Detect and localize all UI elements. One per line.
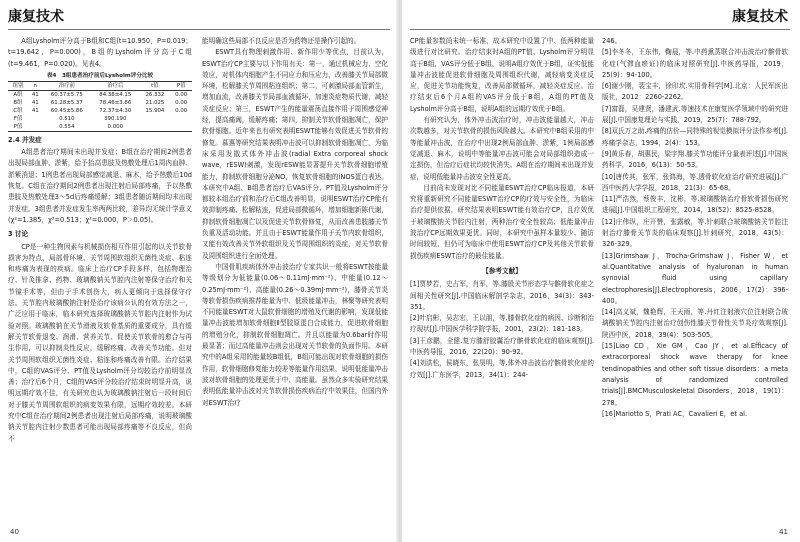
table-cell: A组	[13, 91, 23, 98]
body-paragraph: 中国骨肌疾病体外冲击波治疗专家共识一般将ESWT按能量等级划分为低能量(0.06～0.11mJ·mm⁻²)、中能量(0.12～0.25mJ·mm⁻²)、高能量(0.26～0.39mJ·mm⁻²)，膝骨关节炎等软骨损伤疾病推荐能量为中、低级能量冲击，林聚等研究表明不同能量ESWT对大鼠软骨细胞的增殖及代谢的影响，发现低能量冲击波能增加软骨细胞Ⅱ型胶原蛋白合成能力，促进软骨细胞的增殖分化，抑制软骨细胞凋亡。并且以能量为0.6bar时作用最显著；而过高能量冲击则会出现对关节软骨的负面作用。本研究中的A组采用的能量较B组低，B组可能出现对软骨细胞的损伤作用，软骨细胞修复能力较差等能量作用结果，说明低能量冲击波对软骨细胞的处理更优于中、高能量。虽然众多实验研究结果表明低能量冲击波对关节软骨损伤疾病治疗中效果佳，但国内外对ESWT治疗	[202, 262, 388, 407]
table-row	[8, 107, 192, 115]
table-cell: 390.190	[104, 115, 127, 122]
left-header-title: 康复技术	[8, 9, 64, 25]
page-number: 41	[779, 528, 788, 536]
table-cell: 84.38±4.15	[99, 91, 132, 98]
reference-item: [8]双氏万之助.疼痛的估价—同特殊的视觉模拟评分法作参考[J].疼痛学杂志，1994，2(4)：153。	[602, 127, 788, 147]
table-cell: 78.46±3.86	[99, 99, 132, 106]
table-4-header: 治疗前	[58, 82, 75, 89]
table-row	[8, 123, 192, 132]
left-page	[0, 0, 398, 542]
table-cell: 61.28±5.37	[50, 99, 83, 106]
table-cell	[28, 115, 43, 123]
section-heading: 2.4 并发症	[8, 135, 42, 144]
table-cell: 26.332	[145, 91, 165, 98]
table-row	[8, 99, 192, 107]
table-cell	[140, 123, 171, 132]
left-column-2	[202, 36, 388, 506]
body-paragraph: CP是一种生物因素与机械损伤相互作用引起的以关节软骨损害为特点，局部骨环境、关节周围软组织无菌性炎症、粘连和疼痛为表现的疾病。临床上治疗CP手段多样，包括物理治疗、针灸推拿、药物、玻璃酸钠关节腔内注射等保守治疗和关节镜手术等，但由于手术创伤大，病人更倾向于选择保守疗法。关节腔内玻璃酸钠注射是治疗该病公认的有效方法之一，广泛应用于临床，临本研究选择玻璃酸钠关节腔内注射作为试验对照。玻璃酸钠在关节滑液及软骨基质的重要成分，具有缓解关节软骨退变、润滑、营养关节、促使关节软骨的愈合与再生作用，可以抑制炎性反应，缓解疼痛、改善关节功能。但对关节周围软组织无菌性炎症、粘连和疼痛改善有限。治疗结果中，C组的VAS评分、PT值及Lysholm评分均较治疗前明显改善；治疗后6个月，C组的VAS评分较治疗结束时明显升高，说明远期疗效不佳，有关研究也认为玻璃酸钠注射后一段时间后对于膝关节周围软组织的病变效果有限，远期疗效较差。本研究中C组在治疗期间2例患者出现注射后局部疼痛，说明玻璃酸钠关节腔内注射少数患者可能出现局部疼痛等不良反应，但尚不	[8, 242, 192, 443]
table-cell: 41	[31, 99, 39, 106]
references-heading: 【参考文献】	[482, 266, 522, 275]
table-cell: 0.000	[107, 123, 123, 130]
table-cell: B组	[13, 99, 23, 106]
table-4	[8, 72, 192, 132]
reference-item: [3]王彦鹏，全健.复方膝舒胶囊治疗髌骨软化症的临床观察[J].中医药导报，2016，22(20)：90-92。	[410, 336, 594, 357]
table-4-header: P值	[176, 82, 186, 89]
reference-item: [9]黄乐春，胡惠民，梁宇翔.膝关节功能评分量表评述[J].中国医药科学，2016，6(13)：50-53。	[602, 149, 788, 170]
table-4-header: t值	[151, 82, 159, 89]
table-4-header: n	[33, 82, 37, 89]
reference-item: [2]叶启彬，吴志宏，王以朋，等.膝骨软化症的病因、诊断和治疗现状[J].中国医学科学院学报，2001，23(2)：181-183。	[410, 314, 594, 334]
table-4-caption: 表4 3组患者治疗前后Lysholm评分比较	[46, 72, 154, 79]
table-4-header: 治疗后	[107, 82, 124, 89]
table-cell: 60.45±5.86	[50, 107, 83, 114]
reference-item: [1]贾梦若，史占军，肖军，等.膝股关节形态学与髌骨软化症之间相关性研究[J].中国临床解剖学杂志，2016，34(3)：343-351。	[410, 280, 594, 311]
table-cell: 0.510	[59, 115, 75, 122]
table-cell	[140, 115, 171, 123]
table-cell: 0.554	[59, 123, 75, 130]
reference-item: [4]刘洪松，侯晓东，张昊明，等.体外冲击波治疗髌骨软化症的疗效[J].广东医学，2013，34(1)：244-	[410, 359, 594, 379]
body-paragraph: 目前尚未发现对比不同能量ESWT治疗CP临床报道，本研究将重新研究不同能量ESWT治疗CP的疗效与安全性，为临床治疗提供依据，研究结果表明ESWT能有效治疗CP，且疗效优于玻璃酸钠关节腔内注射，两种治疗安全性较高；低能量冲击波治疗CP远期效果更优。同时，本研究中虽样本量较少、随访时间较短，但仍可为临床中使用ESWT治疗CP及其他关节软骨损伤疾病ESWT治疗的最佳能量。	[410, 183, 594, 260]
reference-item: 246。	[602, 37, 622, 45]
reference-item: [10]唐传其，张军，张鸿海，等.透骨软化症治疗研究进展[J].广西中医药大学学报，2018，21(3)：65-68。	[602, 172, 788, 192]
reference-item: [11]严浩然，蔡俊丰，沈彬，等.玻璃酸钠治疗骨软骨损伤研究进展[J].中国组织工程研究，2014，18(52)：8525-8528。	[602, 195, 788, 215]
reference-item: [5]李冬冬，王东伟，鞠晨，等.中药熏蒸联合冲击波治疗髌骨软化症(气滞血瘀证)的临床对照研究[J].中医药导报，2019，25(9)：94-100。	[602, 48, 788, 79]
table-cell: 0.00	[175, 91, 188, 98]
right-header-title: 康复技术	[732, 9, 788, 25]
reference-item: [14]高义斌，魏艳辉，王天雨，等.丹红注射液穴位注射联合玻璃酸钠关节腔内注射治疗创伤性膝关节骨性关节炎疗效观察[J].陕西中医，2018，39(4)：503-505。	[602, 308, 788, 339]
results-lead-paragraph: A组Lysholm评分高于B组和C组(t=10.950，P=0.019；t=19.642，P=0.000)，B组的Lysholm评分高于C组(t=9.461，P=0.020)。见表4。	[8, 37, 192, 68]
body-paragraph: CP能量参数尚未统一标准，故本研究中设置了中、低两种能量级进行对比研究。治疗结束时A组的PT值、Lysholm评分明显高于B组，VAS评分低于B组，说明A组疗效优于B组，证实低能量冲击波能促进软骨细胞及周围组织代谢，减轻病变炎症反应，促进关节功能恢复，改善局部微循环，减轻炎症反应。治疗结束后6个月A组的VAS评分低于B组，A组的PT值及Lysholm评分高于B组，说明A组的远期疗效优于B组。	[410, 37, 594, 113]
table-cell: 60.37±5.75	[50, 91, 83, 98]
table-4-header-row	[8, 81, 192, 90]
table-row	[8, 90, 192, 99]
right-page	[402, 0, 800, 542]
reference-item: [16]Mariotto S，Prati AC，Cavalieri E，et al.	[602, 409, 748, 418]
right-column-2	[602, 36, 788, 506]
table-cell: 41	[31, 91, 39, 98]
table-cell: 0.00	[175, 107, 188, 114]
right-header-rule	[410, 29, 790, 30]
table-cell	[170, 123, 192, 132]
table-cell	[170, 115, 192, 123]
left-header-rule	[8, 29, 390, 30]
table-cell	[28, 123, 43, 132]
table-row	[8, 115, 192, 123]
reference-item: [12]庄伟纵，庄开赞，张露敏，等.针刺联合玻璃酸钠关节腔注射治疗膝骨关节炎的临床观察[J].针刺研究，2018，43(5)：326-329。	[602, 217, 788, 249]
table-cell: 72.37±4.30	[99, 107, 132, 114]
table-cell: C组	[13, 107, 23, 114]
body-paragraph: A组患者治疗期间未出现并发症；B组在治疗期间2例患者出现局部血肿、淤紫，给予抬高患肢及热敷处理后1周内血肿、淤紫消退；1例患者出现局部感觉减退、麻木，给予热敷后10d恢复。C组在治疗期间2例患者出现注射后局部疼痛，予以热敷患肢及热敷处理3～5d后疼痛缓解；3组患者随访期间均未出现并发症。3组患者并发症发生率两两比较，差异均无统计学意义(χ²=1.385，χ²=0.513；χ²=0.000，P＞0.05)。	[8, 148, 192, 224]
table-cell: 21.025	[145, 99, 165, 106]
table-cell: P值	[13, 123, 23, 130]
section-heading: 3 讨论	[8, 230, 29, 239]
table-cell: 15.904	[145, 107, 165, 114]
reference-item: [7]富磊，吴建贤，潘建武.等速技术在康复医学领域中的研究进展[J].中国康复理论与实践，2019，25(7)：788-792。	[602, 104, 788, 125]
body-paragraph: 能明确这些局部不良反应是否为药物还是操作引起的。	[202, 37, 361, 45]
reference-item: [13]Grimshaw J，Trocha-Grimshaw J，Fisher W，et al.Quantitative analysis of hyaluronan in human synovial fluid using capillary electrophoresis[J].Electrophoresis，2006，17(2)：396-400。	[602, 251, 788, 305]
reference-item: [15]Liao CD，Xie GM，Cao JY，et al.Efficacy of extracorporeal shock wave therapy for knee tendinopathies and other soft tissue disorders：a meta analysis of randomized controlled trials[J].BMCMusculoskeletal Disorders，2018，19(1)：278。	[602, 342, 788, 407]
table-cell: F值	[13, 115, 23, 122]
body-paragraph: ESWT具有物理刺激作用、新作用少等优点，目前认为，ESWT治疗CP主要与以下作用有关：第一，通过机械应力、空化效应，对机体内细胞产生不同应力和压应力，改善膝关节局部微环境，松解膝关节周围粘连组织；第二，可刺激局部血管新生，增加血流，改善膝关节局部血液循环，加速炎症物质代谢，减轻炎症反应；第三，ESWT产生的能量震荡直接作用于周围感觉神经，提高痛阈，缓解疼痛；第四，抑制关节软骨细胞凋亡，保护软骨细胞。近年来也有研究表明ESWT能够有效促进关节软骨的修复。慕惠等研究结果表明冲击波可以抑制软骨细胞凋亡，为临床采用发散式体外冲击波(radial Extra corporeal shock wave，rESW)刺激，发现rESW能显著提升关节软骨细胞增殖能力，抑制软骨细胞分泌NO，恢复软骨细胞的iNOS蛋白表达。本研究中A组、B组患者治疗后VAS评分、PT值及Lysholm评分都较本组治疗前和治疗后C组改善明显，说明ESWT治疗CP能有效抑制疼痛、松解粘连，促进局部微循环，增加细胞新陈代谢，抑制软骨细胞凋亡以及促进关节软骨修复，从而改善患肢膝关节负重及活动功能。并且由于ESWT能量作用于关节内软骨组织，又能有效改善关节外软组织及关节周围组织的炎症，对关节软骨及周围组织进行全面处理。	[202, 48, 388, 260]
body-paragraph: 有研究认为，体外冲击波治疗时，冲击波能量越大，冲击次数越多，对关节软骨的损伤风险越大。本研究中B组采用的中等能量冲击波，在治疗中出现2例局部血肿、淤紫，1例局部感觉减退、麻木，说明中等能量冲击波可能会对局部组织造成一定损伤，但治疗后症状均较快消失。A组在治疗期间未出现并发症，说明低能量冲击波安全性更高。	[410, 116, 594, 181]
table-cell: 41	[31, 107, 39, 114]
reference-item: [6]谢少刚，裴宝丰，徐印坎.实用骨科学[M].北京：人民军医出版社，2012：2260-2262。	[602, 82, 788, 102]
table-4-header: 组别	[12, 82, 24, 89]
right-column-1	[410, 36, 594, 506]
table-cell: 0.00	[175, 99, 188, 106]
page-number: 40	[10, 528, 19, 536]
left-column-1	[8, 36, 192, 506]
